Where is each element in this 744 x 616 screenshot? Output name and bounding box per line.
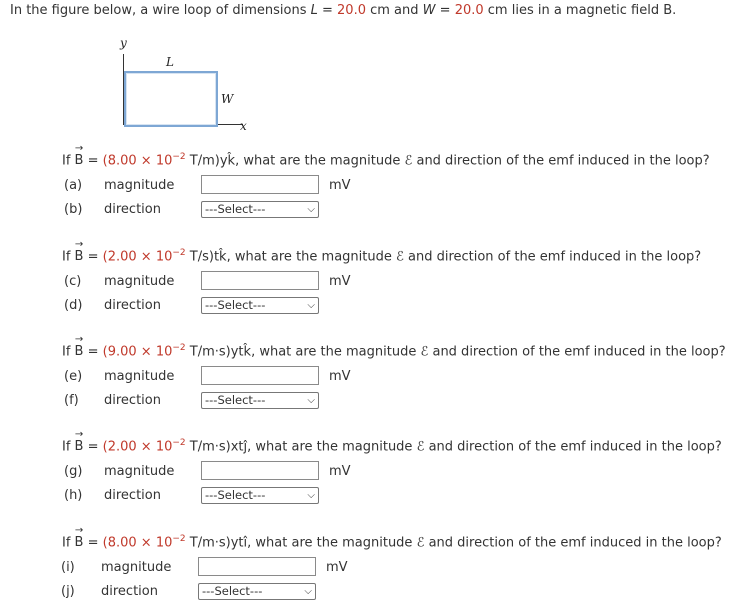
direction-select-d[interactable] <box>201 297 319 314</box>
direction-select-h[interactable] <box>201 487 319 504</box>
magnitude-input-c[interactable] <box>201 271 319 290</box>
W-label: W <box>221 92 234 106</box>
part-j-label: (j) direction <box>61 584 158 599</box>
magnitude-input-e[interactable] <box>201 366 319 385</box>
wire-loop-figure <box>108 36 258 136</box>
unit-label: mV <box>326 560 348 575</box>
select-value: ---Select--- <box>205 488 266 502</box>
question-3: $If \to B = (9.00 \times 10^{-2}$ T/m·s)ytk̂, what are the magnitude ℰ and direction of the emf induced in the loop? <box>62 343 726 359</box>
chevron-down-icon: ⌵ <box>307 300 315 311</box>
question-2: $If \to B = (2.00 \times 10^{-2}$ T/s)tk̂, what are the magnitude ℰ and direction of the emf induced in the loop? <box>62 248 701 264</box>
unit-label: mV <box>329 464 351 479</box>
y-axis-label: y <box>120 36 127 50</box>
wire-loop <box>124 71 218 127</box>
magnitude-input-g[interactable] <box>201 461 319 480</box>
question-5: $If \to B = (8.00 \times 10^{-2}$ T/m·s)ytî, what are the magnitude ℰ and direction of the emf induced in the loop? <box>62 534 722 550</box>
part-e-label: (e) magnitude <box>64 369 175 384</box>
part-c-label: (c) magnitude <box>64 274 175 289</box>
magnitude-input-a[interactable] <box>201 175 319 194</box>
part-f-label: (f) direction <box>64 393 161 408</box>
direction-select-b[interactable] <box>201 201 319 218</box>
problem-intro: In the figure below, a wire loop of dimensions L = 20.0 cm and W = 20.0 cm lies in a magnetic field → B. <box>10 3 676 18</box>
select-value: ---Select--- <box>205 202 266 216</box>
chevron-down-icon: ⌵ <box>307 395 315 406</box>
chevron-down-icon: ⌵ <box>307 204 315 215</box>
part-i-label: (i) magnitude <box>61 560 172 575</box>
select-value: ---Select--- <box>205 393 266 407</box>
part-h-label: (h) direction <box>64 488 161 503</box>
chevron-down-icon: ⌵ <box>307 490 315 501</box>
L-label: L <box>166 55 174 69</box>
question-1: $If \to B = (8.00 \times 10^{-2}$ T/m)yk̂, what are the magnitude ℰ and direction of the emf induced in the loop? <box>62 152 710 168</box>
question-4: $If \to B = (2.00 \times 10^{-2}$ T/m·s)xtĵ, what are the magnitude ℰ and direction of the emf induced in the loop? <box>62 438 722 454</box>
part-g-label: (g) magnitude <box>64 464 175 479</box>
magnitude-input-i[interactable] <box>198 557 316 576</box>
part-b-label: (b) direction <box>64 202 161 217</box>
part-d-label: (d) direction <box>64 298 161 313</box>
unit-label: mV <box>329 369 351 384</box>
part-a-label: (a) magnitude <box>64 178 175 193</box>
unit-label: mV <box>329 274 351 289</box>
direction-select-j[interactable] <box>198 583 316 600</box>
select-value: ---Select--- <box>205 298 266 312</box>
unit-label: mV <box>329 178 351 193</box>
select-value: ---Select--- <box>202 584 263 598</box>
direction-select-f[interactable] <box>201 392 319 409</box>
chevron-down-icon: ⌵ <box>304 586 312 597</box>
x-axis-label: x <box>240 119 247 133</box>
